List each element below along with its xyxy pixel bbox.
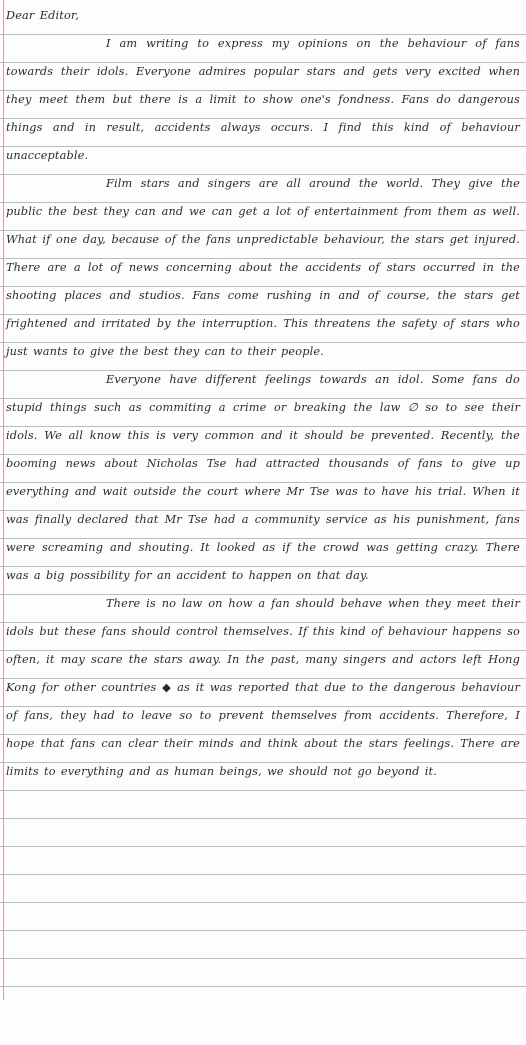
handwritten-letter	[6, 2, 520, 786]
paragraph-1: I am writing to express my opinions on the behaviour of fans towards their idols. Everyone admires popular stars and gets very excited when they meet them but there is a limit to show one's fondness. Fans do dangerous things and in result, accidents always occurs. I find this kind of behaviour unacceptable.	[6, 37, 520, 162]
paragraph-3: Everyone have different feelings towards an idol. Some fans do stupid things such as commiting a crime or breaking the law ∅ so to see their idols. We all know this is very common and it should be prevented. Recently, the booming news about Nicholas Tse had attracted thousands of fans to give up everything and wait outside the court where Mr Tse was to have his trial. When it was finally declared that Mr Tse had a community service as his punishment, fans were screaming and shouting. It looked as if the crowd was getting crazy. There was a big possibility for an accident to happen on that day.	[6, 373, 520, 582]
page-bottom-margin	[0, 1000, 526, 1045]
paragraph-4: There is no law on how a fan should behave when they meet their idols but these fans should control themselves. If this kind of behaviour happens so often, it may scare the stars away. In the past, many singers and actors left Hong Kong for other countries ◆ as it was reported that due to the dangerous behaviour of fans, they had to leave so to prevent themselves from accidents. Therefore, I hope that fans can clear their minds and think about the stars feelings. There are limits to everything and as human beings, we should not go beyond it.	[6, 597, 520, 778]
margin-rule	[3, 0, 4, 1045]
paragraph-2: Film stars and singers are all around the world. They give the public the best they can and we can get a lot of entertainment from them as well. What if one day, because of the fans unpredictable behaviour, the stars get injured. There are a lot of news concerning about the accidents of stars occurred in the shooting places and studios. Fans come rushing in and of course, the stars get frightened and irritated by the interruption. This threatens the safety of stars who just wants to give the best they can to their people.	[6, 177, 520, 358]
letter-salutation: Dear Editor,	[6, 9, 79, 22]
